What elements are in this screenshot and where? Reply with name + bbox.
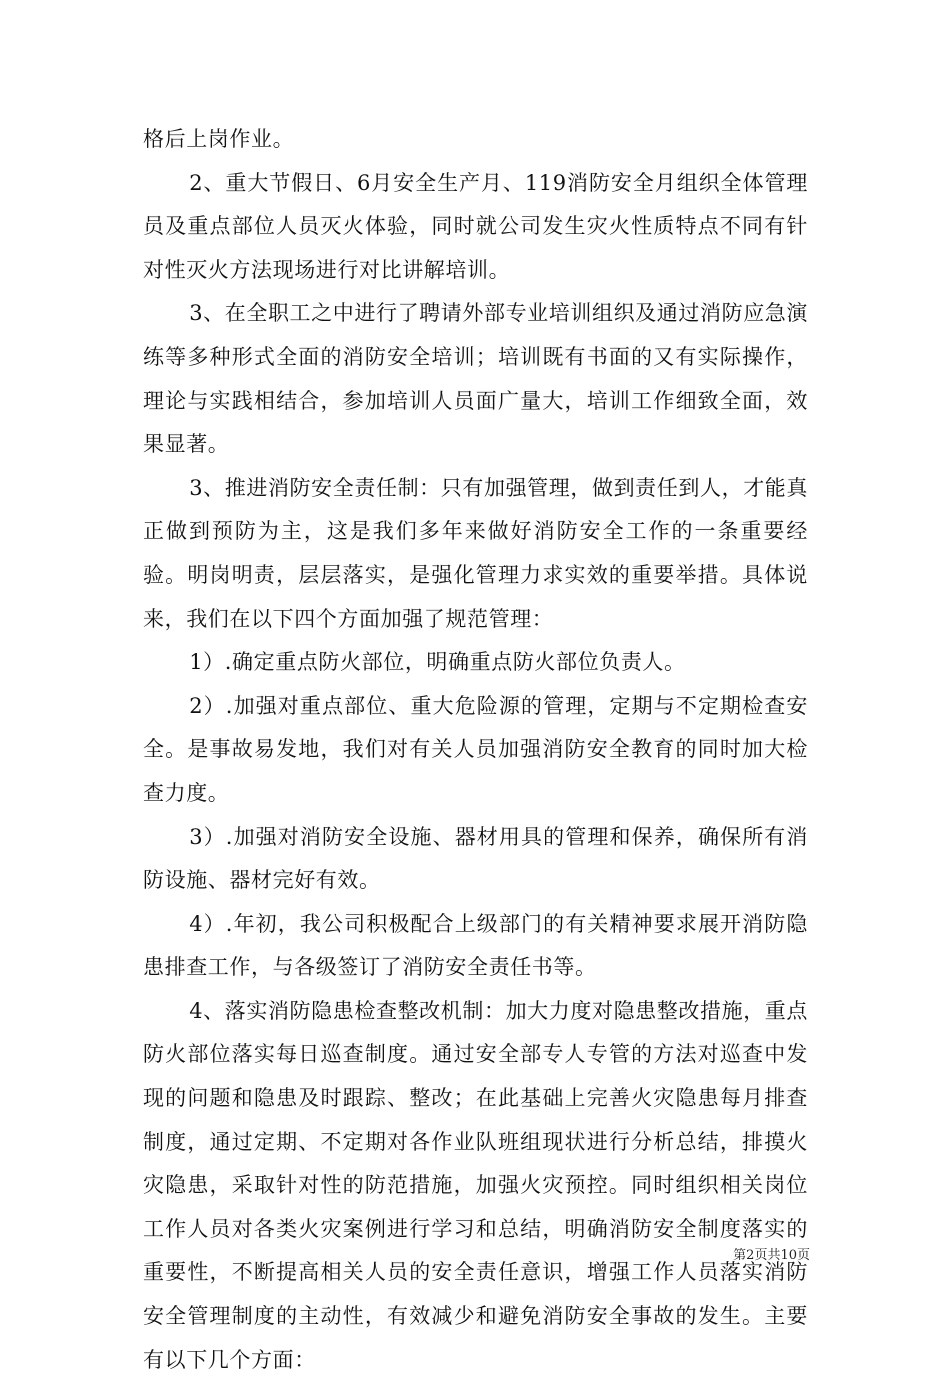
paragraph: 3）.加强对消防安全设施、器材用具的管理和保养，确保所有消防设施、器材完好有效。 (143, 824, 808, 893)
paragraph: 1）.确定重点防火部位，明确重点防火部位负责人。 (189, 650, 686, 675)
page-number-footer: 第2页共10页 (733, 1248, 810, 1263)
paragraph: 2、重大节假日、6月安全生产月、119消防安全月组织全体管理员及重点部位人员灭火体验，同时就公司发生灾火性质特点不同有针对性灭火方法现场进行对比讲解培训。 (143, 170, 808, 282)
paragraph: 3、在全职工之中进行了聘请外部专业培训组织及通过消防应急演练等多种形式全面的消防安全培训；培训既有书面的又有实际操作，理论与实践相结合，参加培训人员面广量大，培训工作细致全面，效果显著。 (143, 301, 808, 457)
paragraph: 格后上岗作业。 (143, 127, 295, 151)
paragraph: 4、落实消防隐患检查整改机制：加大力度对隐患整改措施，重点防火部位落实每日巡查制度。通过安全部专人专管的方法对巡查中发现的问题和隐患及时跟踪、整改；在此基础上完善火灾隐患每月排查制度，通过定期、不定期对各作业队班组现状进行分析总结，排摸火灾隐患，采取针对性的防范措施，加强火灾预控。同时组织相关岗位工作人员对各类火灾案例进行学习和总结，明确消防安全制度落实的重要性，不断提高相关人员的安全责任意识，增强工作人员落实消防安全管理制度的主动性，有效减少和避免消防安全事故的发生。主要有以下几个方面： (143, 998, 808, 1372)
document-body (143, 118, 808, 1382)
paragraph: 4）.年初，我公司积极配合上级部门的有关精神要求展开消防隐患排查工作，与各级签订了消防安全责任书等。 (143, 911, 808, 980)
paragraph: 3、推进消防安全责任制：只有加强管理，做到责任到人，才能真正做到预防为主，这是我们多年来做好消防安全工作的一条重要经验。明岗明责，层层落实，是强化管理力求实效的重要举措。具体说来，我们在以下四个方面加强了规范管理： (143, 475, 808, 631)
paragraph: 2）.加强对重点部位、重大危险源的管理，定期与不定期检查安全。是事故易发地，我们对有关人员加强消防安全教育的同时加大检查力度。 (143, 693, 808, 805)
